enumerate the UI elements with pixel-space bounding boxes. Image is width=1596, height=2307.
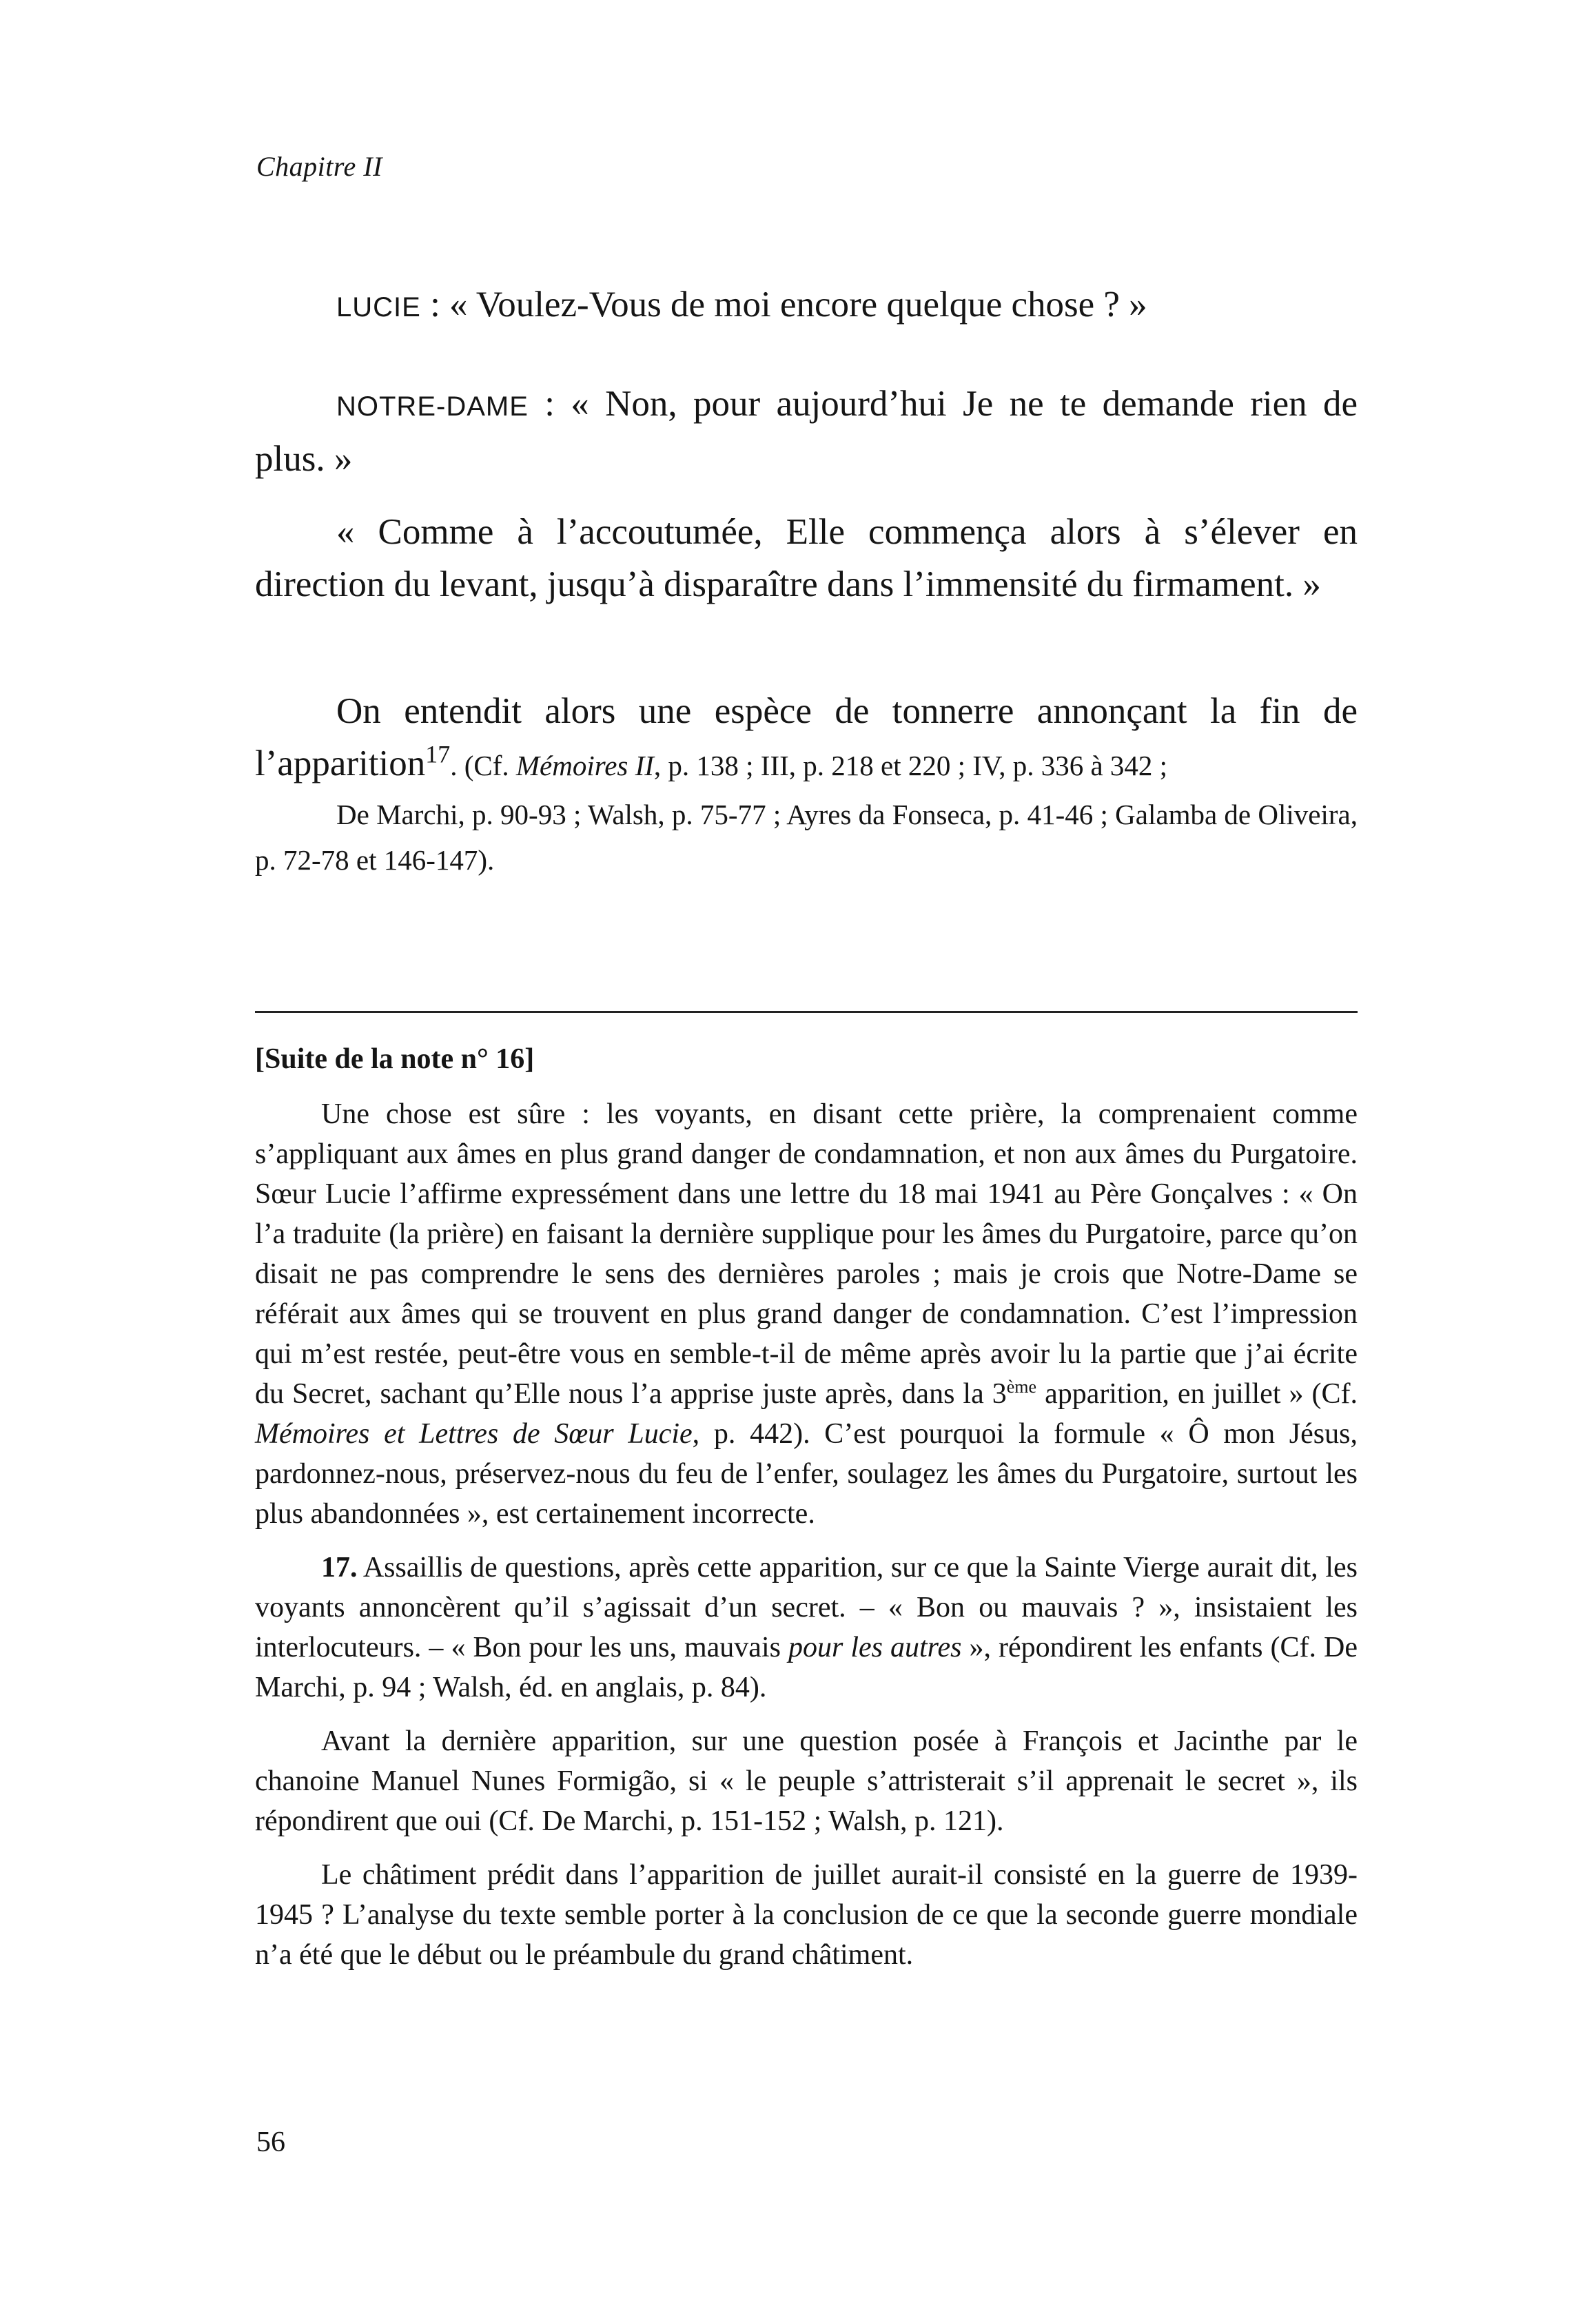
narration-ascension: « Comme à l’accoutumée, Elle commença alors à s’élever en direction du levant, jusqu’à disparaître dans l’immensité du firmament. » <box>255 512 1358 604</box>
footnote-16-continued <box>255 1094 1358 1534</box>
footnote-separator <box>255 1011 1358 1013</box>
footnotes <box>255 1039 1358 1989</box>
dialogue-lucie-text: : « Voulez-Vous de moi encore quelque chose ? » <box>420 285 1147 325</box>
footnote-17-number: 17. <box>321 1552 358 1583</box>
citation-title: Mémoires II <box>515 750 654 781</box>
citation-part-c: De Marchi, p. 90-93 ; Walsh, p. 75-77 ; Ayres da Fonseca, p. 41-46 ; Galamba de Oliveira, p. 72-78 et 146-147). <box>255 799 1358 876</box>
footnote-17-text-b: », répondirent les enfants (Cf. De Marchi, p. 94 ; Walsh, éd. en anglais, p. 84). <box>255 1632 1358 1703</box>
footnote-continuation-heading: [Suite de la note n° 16] <box>255 1043 535 1075</box>
dialogue-lucie <box>255 278 1358 334</box>
main-text-3 <box>255 506 1358 611</box>
ordinal-superscript: ème <box>1006 1377 1037 1397</box>
dialogue-notre-dame <box>255 378 1358 485</box>
citation-part-b: , p. 138 ; III, p. 218 et 220 ; IV, p. 336 à 342 ; <box>653 750 1168 781</box>
footnote-16-text-c: , p. 442). C’est pourquoi la formule « Ô mon Jésus, pardonnez-nous, préservez-nous du feu de l’enfer, soulagez les âmes du Purgatoire, surtout les plus abandonnées », est certainement incorrecte. <box>255 1418 1358 1530</box>
main-text-2 <box>255 378 1358 485</box>
dialogue-notre-dame-text: : « Non, pour aujourd’hui Je ne te demande rien de plus. » <box>255 384 1358 479</box>
footnote-17-italic: pour les autres <box>788 1632 962 1663</box>
footnote-17-paragraph-2: Avant la dernière apparition, sur une question posée à François et Jacinthe par le chanoine Manuel Nunes Formigão, si « le peuple s’attristerait s’il apprenait le secret », ils répondirent que oui (Cf. De Marchi, p. 151-152 ; Walsh, p. 121). <box>255 1725 1358 1837</box>
narration-thunder-text: On entendit alors une espèce de tonnerre annonçant la fin de l’apparition <box>255 691 1358 783</box>
footnote-16-text-a: Une chose est sûre : les voyants, en disant cette prière, la comprenaient comme s’appliquant aux âmes en plus grand danger de condamnation, et non aux âmes du Purgatoire. Sœur Lucie l’affirme expressément dans une lettre du 18 mai 1941 au Père Gonçalves : « On l’a traduite (la prière) en faisant la dernière supplique pour les âmes du Purgatoire, parce qu’on disait ne pas comprendre le sens des dernières paroles ; mais je crois que Notre-Dame se référait aux âmes qui se trouvent en plus grand danger de condamnation. C’est l’impression qui m’est restée, peut-être vous en semble-t-il de même après avoir lu la partie que j’ai écrite du Secret, sachant qu’Elle nous l’a apprise juste après, dans la 3 <box>255 1098 1358 1410</box>
footnote-17-paragraph-3: Le châtiment prédit dans l’apparition de juillet aurait-il consisté en la guerre de 1939-1945 ? L’analyse du texte semble porter à la conclusion de ce que la seconde guerre mondiale n’a été que le début ou le préambule du grand châtiment. <box>255 1859 1358 1971</box>
footnote-17-text-a: Assaillis de questions, après cette apparition, sur ce que la Sainte Vierge aurait dit, les voyants annoncèrent qu’il s’agissait d’un secret. – « Bon ou mauvais ? », insistaient les interlocuteurs. – « Bon pour les uns, mauvais <box>255 1552 1358 1663</box>
main-text-4 <box>255 685 1358 883</box>
footnote-16-text-b: apparition, en juillet » (Cf. <box>1036 1378 1358 1410</box>
footnote-ref-17: 17 <box>425 740 451 768</box>
footnote-17 <box>255 1548 1358 1708</box>
speaker-lucie: LUCIE <box>336 292 421 322</box>
speaker-notre-dame: NOTRE-DAME <box>336 391 529 422</box>
running-title: Chapitre II <box>256 151 382 182</box>
main-text <box>255 278 1358 334</box>
citation-part-a: . (Cf. <box>450 750 516 781</box>
page-number: 56 <box>256 2126 285 2158</box>
footnote-16-title: Mémoires et Lettres de Sœur Lucie <box>255 1418 693 1450</box>
narration-thunder <box>255 685 1358 883</box>
